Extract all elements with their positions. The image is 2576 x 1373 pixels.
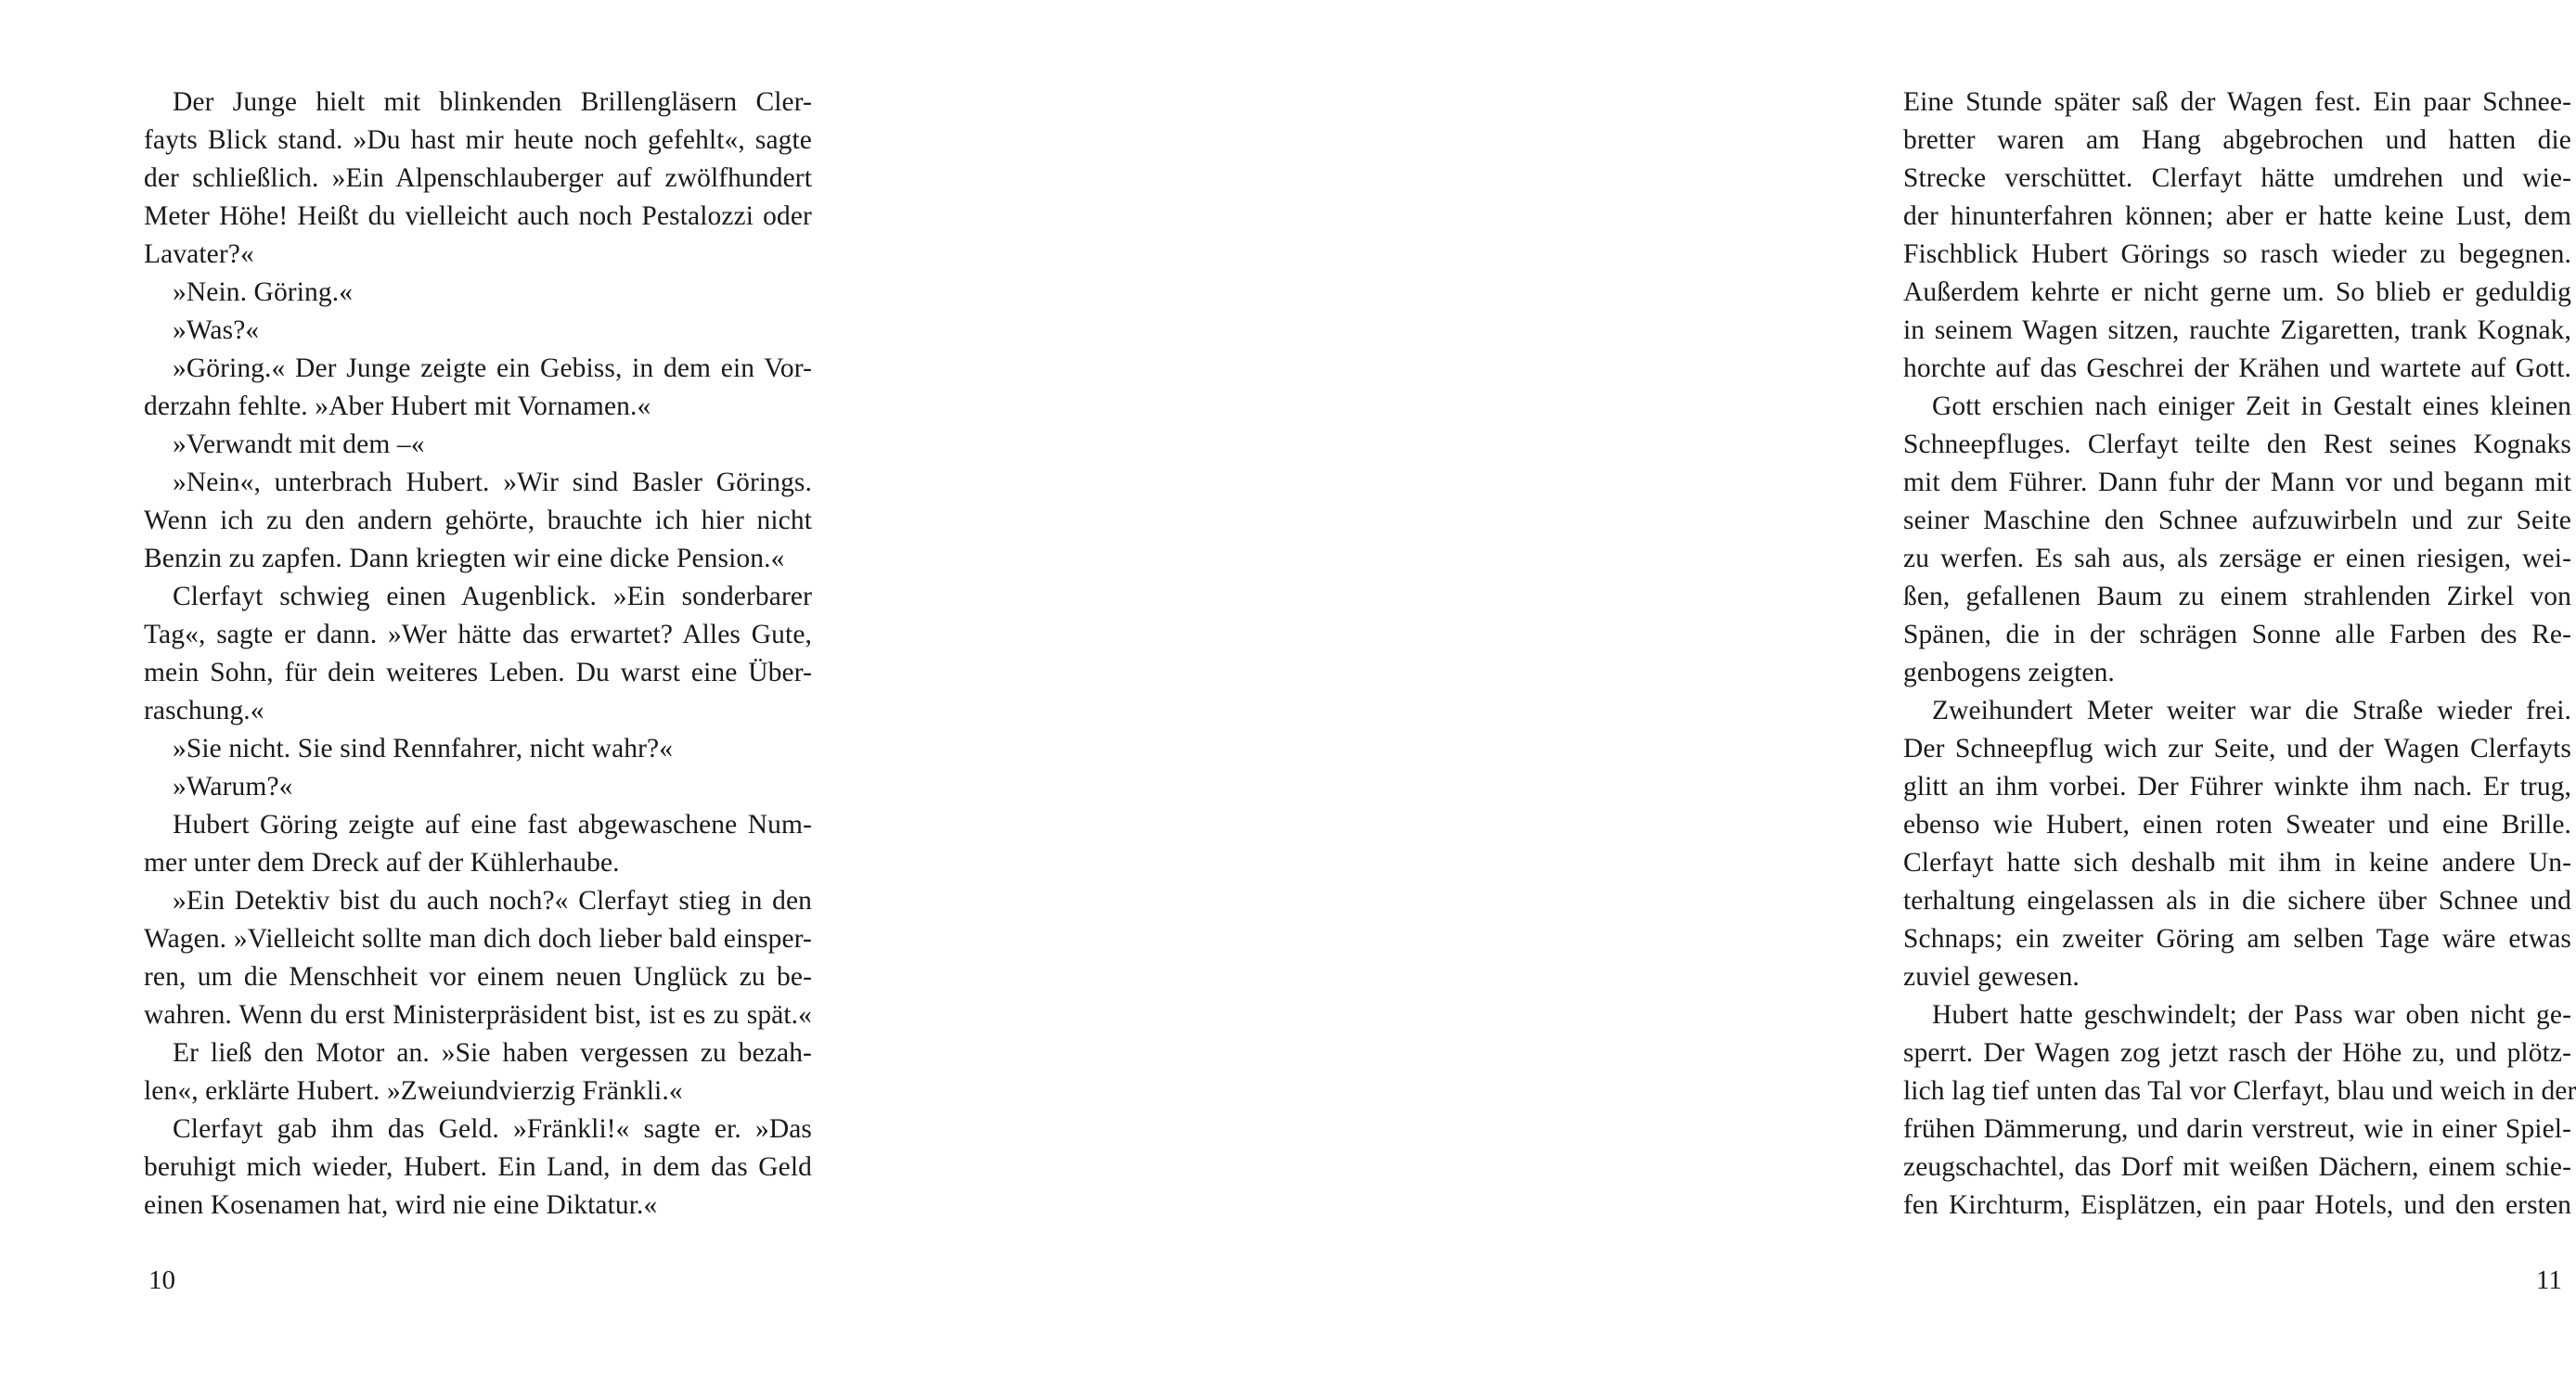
text-line: der schließlich. »Ein Alpenschlauberger auf zwölfhundert	[144, 163, 812, 193]
text-line: seiner Maschine den Schnee aufzuwirbeln und zur Seite	[1903, 506, 2571, 535]
text-line: der hinunterfahren können; aber er hatte keine Lust, dem	[1903, 201, 2571, 231]
right-page	[894, 0, 2576, 1373]
text-line: len«, erklärte Hubert. »Zweiundvierzig Fränkli.«	[144, 1076, 683, 1106]
text-line: fen Kirchturm, Eisplätzen, ein paar Hotels, und den ersten	[1903, 1190, 2571, 1220]
text-line: »Warum?«	[173, 772, 293, 802]
text-line: bretter waren am Hang abgebrochen und hatten die	[1903, 125, 2571, 155]
text-line: terhaltung eingelassen als in die sichere über Schnee und	[1903, 886, 2571, 916]
text-line: Tag«, sagte er dann. »Wer hätte das erwartet? Alles Gute,	[144, 620, 812, 649]
text-line: raschung.«	[144, 696, 264, 725]
left-page	[0, 0, 894, 1373]
text-line: »Nein. Göring.«	[173, 277, 354, 307]
text-line: Gott erschien nach einiger Zeit in Gestalt eines kleinen	[1932, 391, 2571, 421]
text-line: Clerfayt hatte sich deshalb mit ihm in keine andere Un-	[1903, 848, 2571, 878]
text-line: »Was?«	[173, 315, 260, 345]
text-line: Clerfayt schwieg einen Augenblick. »Ein sonderbarer	[173, 582, 812, 611]
text-line: einen Kosenamen hat, wird nie eine Diktatur.«	[144, 1190, 658, 1220]
text-line: fayts Blick stand. »Du hast mir heute noch gefehlt«, sagte	[144, 125, 812, 155]
text-line: Lavater?«	[144, 239, 254, 269]
text-line: ebenso wie Hubert, einen roten Sweater und eine Brille.	[1903, 810, 2571, 840]
text-line: mein Sohn, für dein weiteres Leben. Du warst eine Über-	[144, 658, 812, 687]
text-line: beruhigt mich wieder, Hubert. Ein Land, in dem das Geld	[144, 1152, 812, 1182]
text-line: frühen Dämmerung, und darin verstreut, wie in einer Spiel-	[1903, 1114, 2571, 1144]
page-number: 10	[148, 1265, 175, 1295]
text-line: mit dem Führer. Dann fuhr der Mann vor und begann mit	[1903, 468, 2571, 497]
text-line: zuviel gewesen.	[1903, 962, 2080, 992]
text-line: »Ein Detektiv bist du auch noch?« Clerfayt stieg in den	[173, 886, 812, 916]
text-line: »Göring.« Der Junge zeigte ein Gebiss, in dem ein Vor-	[173, 353, 812, 383]
text-line: Schnaps; ein zweiter Göring am selben Tage wäre etwas	[1903, 924, 2571, 954]
text-line: Benzin zu zapfen. Dann kriegten wir eine dicke Pension.«	[144, 544, 785, 573]
text-line: Hubert hatte geschwindelt; der Pass war oben nicht ge-	[1932, 1000, 2571, 1030]
page-number: 11	[2536, 1265, 2562, 1295]
text-line: »Nein«, unterbrach Hubert. »Wir sind Basler Görings.	[173, 468, 812, 497]
text-line: zeugschachtel, das Dorf mit weißen Dächern, einem schie-	[1903, 1152, 2571, 1182]
text-line: glitt an ihm vorbei. Der Führer winkte ihm nach. Er trug,	[1903, 772, 2571, 802]
text-line: wahren. Wenn du erst Ministerpräsident bist, ist es zu spät.«	[144, 1000, 812, 1030]
text-line: Wenn ich zu den andern gehörte, brauchte ich hier nicht	[144, 506, 812, 535]
text-line: in seinem Wagen sitzen, rauchte Zigaretten, trank Kognak,	[1903, 315, 2571, 345]
text-line: Hubert Göring zeigte auf eine fast abgewaschene Num-	[173, 810, 812, 840]
text-line: mer unter dem Dreck auf der Kühlerhaube.	[144, 848, 620, 878]
text-line: »Sie nicht. Sie sind Rennfahrer, nicht wahr?«	[173, 734, 674, 763]
text-line: lich lag tief unten das Tal vor Clerfayt, blau und weich in der	[1903, 1076, 2576, 1106]
text-line: Spänen, die in der schrägen Sonne alle Farben des Re-	[1903, 620, 2571, 649]
text-line: Der Schneepflug wich zur Seite, und der Wagen Clerfayts	[1903, 734, 2571, 763]
text-line: sperrt. Der Wagen zog jetzt rasch der Höhe zu, und plötz-	[1903, 1038, 2571, 1068]
text-line: Wagen. »Vielleicht sollte man dich doch lieber bald einsper-	[144, 924, 812, 954]
text-line: Fischblick Hubert Görings so rasch wieder zu begegnen.	[1903, 239, 2571, 269]
text-line: derzahn fehlte. »Aber Hubert mit Vornamen.«	[144, 391, 651, 421]
text-line: ren, um die Menschheit vor einem neuen Unglück zu be-	[144, 962, 812, 992]
text-line: Schneepfluges. Clerfayt teilte den Rest seines Kognaks	[1903, 430, 2571, 459]
text-line: zu werfen. Es sah aus, als zersäge er einen riesigen, wei-	[1903, 544, 2571, 573]
text-line: horchte auf das Geschrei der Krähen und wartete auf Gott.	[1903, 353, 2571, 383]
text-line: Zweihundert Meter weiter war die Straße wieder frei.	[1932, 696, 2571, 725]
text-line: Eine Stunde später saß der Wagen fest. Ein paar Schnee-	[1903, 87, 2571, 117]
text-line: Strecke verschüttet. Clerfayt hätte umdrehen und wie-	[1903, 163, 2571, 193]
text-line: Er ließ den Motor an. »Sie haben vergessen zu bezah-	[173, 1038, 812, 1068]
text-line: »Verwandt mit dem –«	[173, 430, 425, 459]
text-line: Meter Höhe! Heißt du vielleicht auch noch Pestalozzi oder	[144, 201, 812, 231]
text-line: genbogens zeigten.	[1903, 658, 2115, 687]
text-line: Der Junge hielt mit blinkenden Brillengläsern Cler-	[173, 87, 812, 117]
text-line: Clerfayt gab ihm das Geld. »Fränkli!« sagte er. »Das	[173, 1114, 812, 1144]
text-line: ßen, gefallenen Baum zu einem strahlenden Zirkel von	[1903, 582, 2571, 611]
text-line: Außerdem kehrte er nicht gerne um. So blieb er geduldig	[1903, 277, 2571, 307]
